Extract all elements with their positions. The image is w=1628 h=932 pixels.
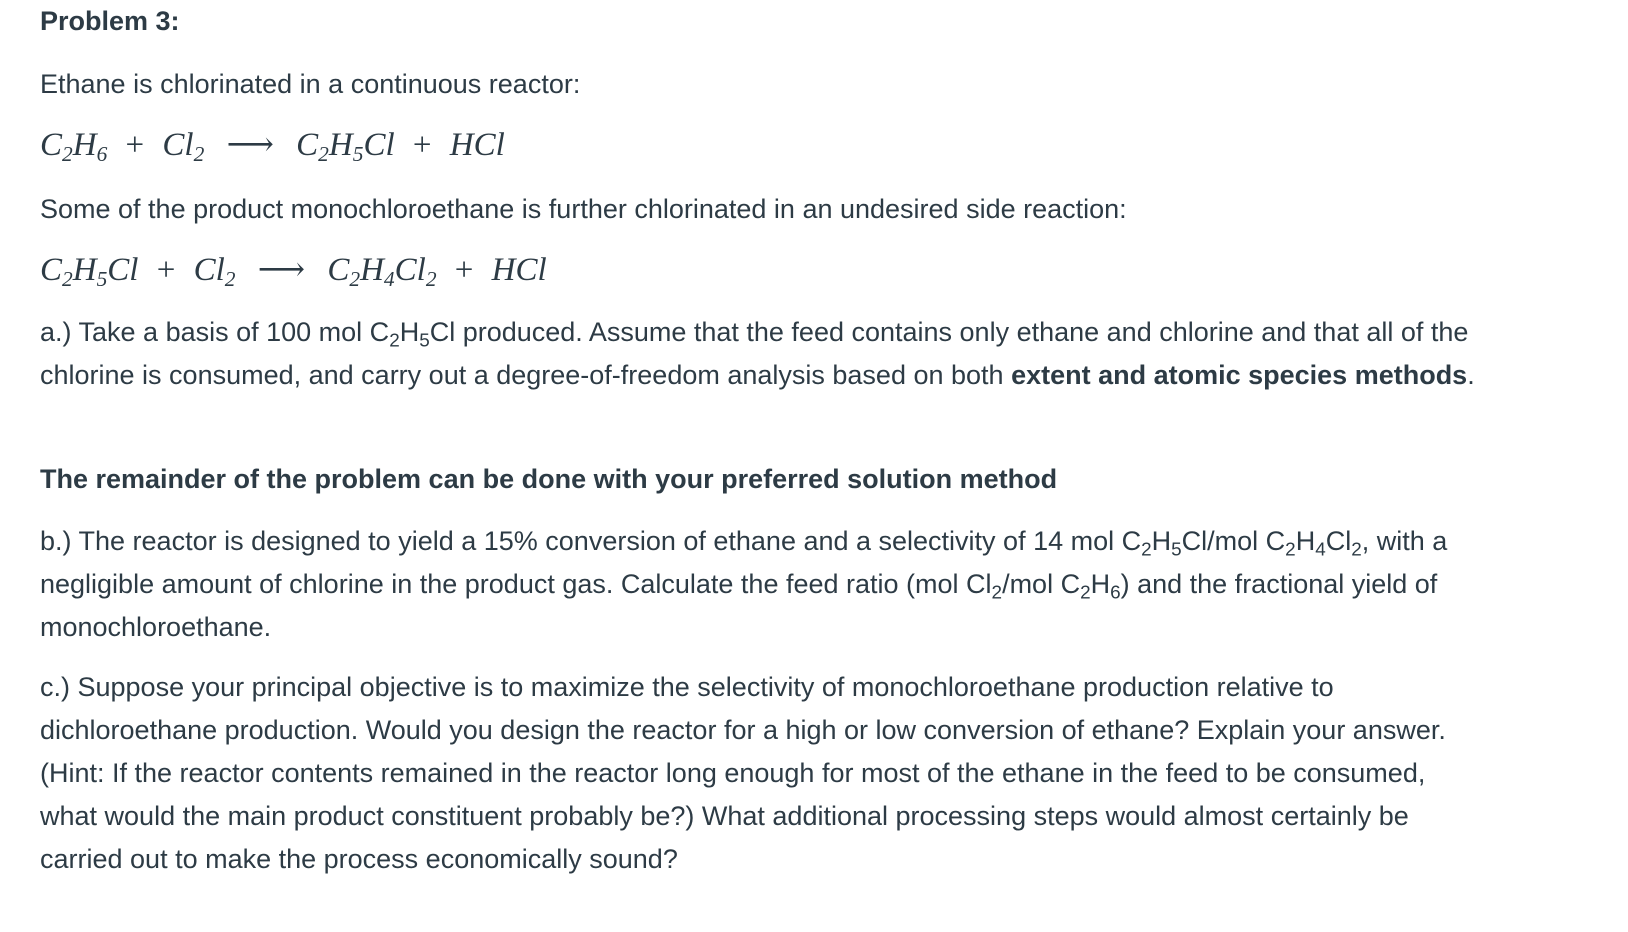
main-reaction-equation: $C_2H_6 + Cl_2$ ⟶ $C_2H_5Cl$ + HCl (40, 124, 505, 164)
intro-text: Ethane is chlorinated in a continuous reactor: (40, 69, 581, 99)
problem-title: Problem 3: (40, 6, 180, 36)
remainder-note: The remainder of the problem can be done with your preferred solution method (40, 464, 1058, 494)
side-reaction-equation: $C_2H_5Cl + Cl_2$ ⟶ $C_2H_4Cl_2$ + HCl (40, 249, 547, 289)
part-b-text: b.) The reactor is designed to yield a 15% conversion of ethane and a selectivity of 14 mol $C_2H_5Cl$/mol $C_2H_4Cl_2$, with a negligible amount of chlorine in the product gas. Calculate the feed ratio (mol $Cl_2$/mol $C_2H_6$) and the fractional yield of monochloroethane. (40, 526, 1448, 642)
side-reaction-intro: Some of the product monochloroethane is further chlorinated in an undesired side reaction: (40, 194, 1127, 224)
part-c-text: c.) Suppose your principal objective is to maximize the selectivity of monochloroethane production relative to dichloroethane production. Would you design the reactor for a high or low conversion of ethane? Explain your answer. (Hint: If the reactor contents remained in the reactor long enough for most of the ethane in the feed to be consumed, what would the main product constituent probably be?) What additional processing steps would almost certainly be carried out to make the process economically sound? (40, 672, 1446, 874)
reaction-arrow-icon: ⟶ (226, 127, 274, 163)
emphasis-methods: extent and atomic species methods (1011, 360, 1468, 390)
part-a-text: a.) Take a basis of 100 mol $C_2H_5Cl$ produced. Assume that the feed contains only ethane and chlorine and that all of the chlorine is consumed, and carry out a degree-of-freedom analysis based on both extent and atomic species methods. (40, 317, 1475, 390)
reaction-arrow-icon: ⟶ (257, 252, 306, 288)
